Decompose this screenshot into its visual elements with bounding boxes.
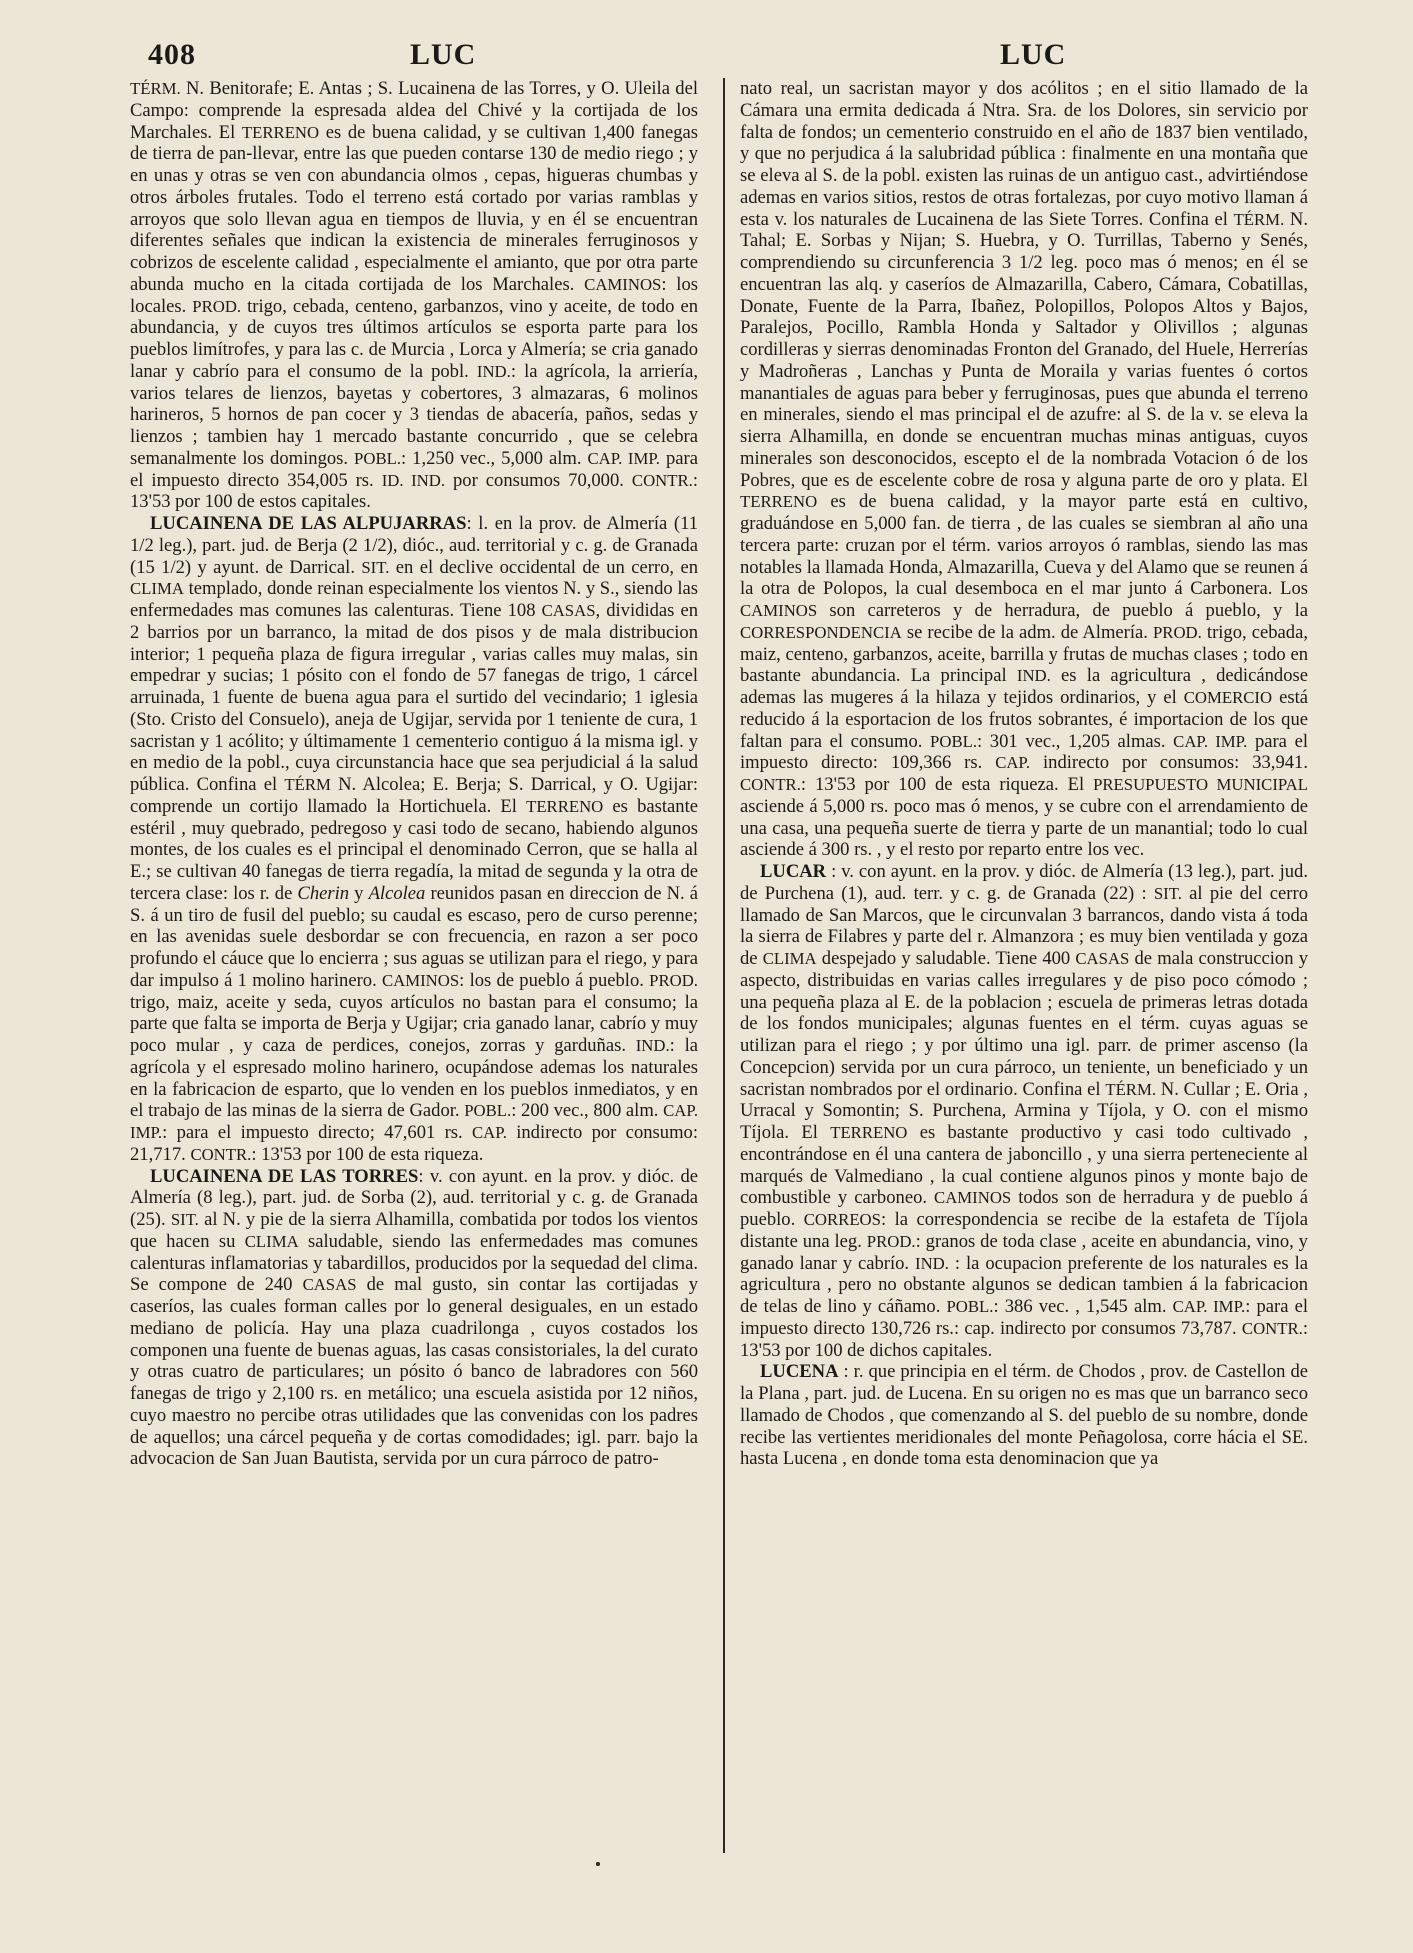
- right-running-head: LUC: [1000, 38, 1067, 71]
- abbr-term: TÉRM.: [1233, 209, 1285, 229]
- abbr-caminos: CAMINOS: [740, 601, 818, 620]
- text: trigo, cebada, centeno, garbanzos, vino y aceite, de todo en abundancia, y de cuyos tres últimos artículos se esporta parte para los pueblos limítrofes, y para las c. de Murcia , Lorca y Almería; se cria ganado lanar y cabrío para el consumo de la pobl.: [130, 295, 698, 382]
- text: : v. con ayunt. en la prov. y dióc. de Almería (13 leg.), part. jud. de Purchena (1), aud. terr. y c. g. de Granada (22) :: [740, 861, 1308, 904]
- abbr-comercio: COMERCIO: [1183, 688, 1273, 707]
- text: de mal gusto, sin contar las cortijadas y caseríos, las cuales forman calles por lo general desiguales, en un estado mediano de policía. Hay una plaza cuadrilonga , cuyos costados los componen una fuente de buenas aguas, las casas consistoriales, la del curato y otras cuatro de particulares; un pósito ó banco de labradores con 560 fanegas de trigo y 2,100 rs. en metálico; una escuela asistida por 12 niños, cuyo maestro no percibe otras utilidades que las convenidas con los padres de aquellos; una cárcel pequeña y de cortas comodidades; igl. parr. bajo la advocacion de San Juan Bautista, servida por un cura párroco de patro-: [130, 1274, 698, 1470]
- text: : l. en la prov. de Almería (11 1/2 leg.), part. jud. de Berja (2 1/2), dióc., aud. territorial y c. g. de Granada (15 1/2) y ayunt. de Darrical.: [130, 513, 698, 578]
- text: de mala construccion y aspecto, distribuidas en varias calles irregulares y de piso poco cómodo ; una pequeña plaza al E. de la poblacion ; escuela de primeras letras dotada de los fondos municipales; algunas fuentes en el térm. cuyas aguas se utilizan para el riego ; y por último una igl. parr. de primer ascenso (la Concepcion) servida por un cura párroco, un teniente, un beneficiado y un sacristan nombrados por el ordinario. Confina el: [740, 948, 1308, 1100]
- text: : para el impuesto directo 130,726 rs.: cap. indirecto por consumos 73,787.: [740, 1296, 1308, 1339]
- abbr-prod: PROD.: [649, 970, 698, 990]
- abbr-clima: CLIMA: [762, 949, 817, 968]
- text: N. Benitorafe; E. Antas ; S. Lucainena de las Torres, y O. Uleila del Campo: comprende la espresada aldea del Chivé y la cortijada de los Marchales. El: [130, 78, 698, 143]
- abbr-ind: IND.: [1016, 666, 1051, 686]
- text: y: [349, 882, 369, 904]
- abbr-contr: CONTR.: [631, 470, 693, 490]
- text: : v. con ayunt. en la prov. y dióc. de Almería (8 leg.), part. jud. de Sorba (2), aud. territorial y c. g. de Granada (25).: [130, 1165, 698, 1230]
- abbr-id-ind: ID. IND.: [381, 470, 445, 490]
- abbr-cap-imp: CAP. IMP.: [587, 448, 660, 468]
- abbr-cap-imp: CAP. IMP.: [1173, 731, 1248, 751]
- text: en el declive occidental de un cerro, en: [389, 556, 698, 578]
- abbr-terreno: TERRENO: [526, 796, 604, 816]
- text: trigo, maiz, aceite y seda, cuyos artículos no bastan para el consumo; la parte que falta se importa de Berja y Ugijar; cria ganado lanar, cabrío y muy poco mular , y caza de perdices, conejos, zorras y garduñas.: [130, 991, 698, 1056]
- abbr-casas: CASAS: [302, 1275, 357, 1295]
- abbr-cap: CAP.: [472, 1123, 507, 1142]
- text: : 13'53 por 100 de esta riqueza. El: [800, 774, 1094, 795]
- entry-heading: LUCAINENA DE LAS ALPUJARRAS: [150, 513, 467, 534]
- text: : granos de toda clase , aceite en abundancia, vino, y ganado lanar y cabrío.: [740, 1230, 1308, 1274]
- entry-lucainena-de-las-alpujarras: [130, 513, 698, 1166]
- text: son carreteros y de herradura, de pueblo á pueblo, y la: [817, 600, 1308, 621]
- text: : para el impuesto directo; 47,601 rs.: [162, 1122, 472, 1143]
- footer-dot: [596, 1862, 600, 1866]
- abbr-ind: IND.: [476, 361, 511, 381]
- text: está reducido á la esportacion de los frutos sobrantes, é importacion de los que faltan para el consumo.: [740, 687, 1308, 752]
- entry-heading: LUCAR: [760, 861, 827, 882]
- text: , divididas en 2 barrios por un barranco, la mitad de dos pisos y de mala distribucion interior; 1 pequeña plaza de figura irregular , varias calles muy malas, sin empedrar y sucias; 1 pósito con el fondo de 57 fanegas de trigo, 1 cárcel arruinada, 1 fuente de buena agua para el surtido del vecindario; 1 iglesia (Sto. Cristo del Consuelo), aneja de Ugijar, servida por 1 teniente de cura, 1 sacristan y 1 acólito; y últimamente 1 cementerio contiguo á la misma igl. y en medio de la pobl., cuya circunstancia hace que sea perjudicial á la salud pública. Confina el: [130, 600, 698, 795]
- text: despejado y saludable. Tiene 400: [816, 948, 1076, 969]
- abbr-terreno: TERRENO: [830, 1123, 908, 1142]
- abbr-sit: SIT.: [361, 557, 390, 577]
- abbr-contr: CONTR.: [1241, 1318, 1303, 1338]
- text: : 386 vec. , 1,545 alm.: [993, 1296, 1173, 1317]
- text: es de buena calidad, y se cultivan 1,400 fanegas de tierra de pan-llevar, entre las que pueden contarse 130 de medio riego ; y en unas y otras se ven con abundancia olmos , cepas, higueras chumbas y otros árboles frutales. Todo el terreno está cortado por varias ramblas y arroyos que solo llevan agua en tiempos de lluvia, y en él se encuentran diferentes señales que indican la existencia de minerales ferruginosos y cobrizos de escelente calidad , especialmente el amianto, que por otra parte abunda mucho en la citada cortijada de los Marchales.: [130, 121, 698, 295]
- text: N. Tahal; E. Sorbas y Nijan; S. Huebra, y O. Turrillas, Taberno y Senés, comprendiendo su circunferencia 3 1/2 leg. poco mas ó menos; en él se encuentran las alq. y caseríos de Almazarilla, Cabero, Cámara, Cobatillas, Donate, Fuente de la Parra, Ibañez, Polopillos, Polopos Altos y Bajos, Paralejos, Pocillo, Rambla Honda y Saltador y Olivillos ; algunas cordilleras y sierras denominadas Fronton del Granado, del Huele, Herrerías y Madroñeras , Lanchas y Punta de Moraila y varias fuentes ó cortos manantiales de aguas para beber y ferruginosas, pues que abunda el terreno en minerales, siendo el mas principal el de azufre: al S. de la v. se eleva la sierra Alhamilla, en donde se encuentran muchas minas antiguas, cuyos minerales son desconocidos, escepto el de la nombrada Votacion ó de los Pobres, que es de escelente cobre de rosa y alguna parte de oro y plata. El: [740, 208, 1308, 491]
- italic-river-name: Alcolea: [368, 882, 426, 904]
- text: : 13'53 por 100 de estos capitales.: [130, 469, 698, 513]
- italic-river-name: Cherin: [297, 882, 350, 904]
- text: indirecto por consumos: 33,941.: [1030, 752, 1308, 774]
- abbr-correspondencia: CORRESPONDENCIA: [740, 622, 902, 642]
- text: : 13'53 por 100 de dichos capitales.: [740, 1317, 1308, 1361]
- text: templado, donde reinan especialmente los vientos N. y S., siendo las enfermedades mas comunes las calenturas. Tiene 108: [130, 578, 698, 621]
- text: N. Alcolea; E. Berja; S. Darrical, y O. Ugijar: comprende un cortijo llamado la Hortichuela. El: [130, 774, 698, 817]
- text: : la correspondencia se recibe de la estafeta de Tíjola distante una leg.: [740, 1209, 1308, 1252]
- abbr-prod: PROD.: [192, 296, 242, 316]
- text: : r. que principia en el térm. de Chodos , prov. de Castellon de la Plana , part. jud. de Lucena. En su origen no es mas que un barranco seco llamado de Chodos , que comenzando al S. del pueblo de su nombre, donde recibe las vertientes meridionales del monte Peñagolosa, corre hácia el SE. hasta Lucena , en donde toma esta denominacion que ya: [740, 1361, 1308, 1470]
- text: asciende á 5,000 rs. poco mas ó menos, y se cubre con el arrendamiento de una casa, una pequeña suerte de tierra y parte de un manantial; todo lo cual asciende á 300 rs. , y el resto por reparto entre los vec.: [740, 795, 1308, 861]
- abbr-ind: IND.: [635, 1036, 670, 1055]
- abbr-cap-imp: CAP. IMP.: [1172, 1297, 1246, 1316]
- text: : los locales.: [130, 273, 698, 317]
- abbr-caminos: CAMINOS: [381, 970, 460, 990]
- abbr-term: TÉRM.: [1105, 1079, 1157, 1099]
- text: saludable, siendo las enfermedades mas comunes calenturas inflamatorias y tabardillos, producidos por la sequedad del clima. Se compone de 240: [130, 1230, 698, 1296]
- abbr-correos: CORREOS: [803, 1210, 881, 1229]
- text: todos son de herradura y de pueblo á pueblo.: [740, 1187, 1308, 1230]
- abbr-cap-imp: CAP. IMP.: [130, 1101, 698, 1142]
- entry-lucena: [740, 1361, 1308, 1470]
- text: : la agrícola, la arriería, varios telares de lienzos, bayetas y cobertores, 3 almazaras, 6 molinos harineros, 5 hornos de pan cocer y 3 tiendas de abacería, paños, sedas y lienzos ; tambien hay 1 mercado bastante concurrido , que se celebra semanalmente los domingos.: [130, 360, 698, 469]
- text: trigo, cebada, maiz, centeno, garbanzos, aceite, barrilla y frutas de muchas clases ; todo en bastante abundancia. La principal: [740, 621, 1308, 687]
- abbr-caminos: CAMINOS: [934, 1188, 1012, 1208]
- abbr-clima: CLIMA: [130, 579, 184, 599]
- abbr-sit: SIT.: [1153, 883, 1182, 903]
- entry-continuation-lucainena-de-las-torres: [740, 78, 1308, 861]
- text: es la agricultura , dedicándose ademas las mugeres á la hilaza y tejidos ordinarios, y el: [740, 665, 1308, 708]
- abbr-contr: CONTR.: [740, 775, 801, 794]
- text: : la agrícola y el espresado molino harinero, ocupándose ademas los naturales en la fabricacion de esparto, que lo venden en los pueblos inmediatos, y en el trabajo de las minas de la sierra de Gador.: [130, 1035, 698, 1122]
- abbr-ind: IND.: [915, 1253, 949, 1273]
- column-divider: [723, 78, 725, 1853]
- abbr-clima: CLIMA: [244, 1231, 299, 1251]
- abbr-casas: CASAS: [541, 601, 596, 620]
- entry-heading: LUCAINENA DE LAS TORRES: [150, 1165, 419, 1187]
- text: para el impuesto directo: 109,366 rs.: [740, 730, 1308, 774]
- right-column: [740, 78, 1308, 1908]
- text: : 13'53 por 100 de esta riqueza.: [251, 1143, 484, 1165]
- abbr-pobl: POBL.: [464, 1101, 512, 1121]
- abbr-caminos: CAMINOS: [584, 274, 662, 294]
- entry-lucar: [740, 861, 1308, 1361]
- text: es bastante estéril , muy quebrado, pedregoso y casi todo de secano, habiendo algunos montes, de los cuales es el principal el denominado Cerron, que se halla al E.; se cultivan 40 fanegas de tierra regadía, la mitad de segunda y la otra de tercera clase: los r. de: [130, 795, 698, 904]
- text: nato real, un sacristan mayor y dos acólitos ; en el sitio llamado de la Cámara una ermita dedicada á Ntra. Sra. de los Dolores, sin servicio por falta de fondos; un cementerio construido en el año de 1837 bien ventilado, y que no perjudica á la salubridad pública : finalmente en una montaña que se eleva al S. de la pobl. existen las ruinas de un antiguo cast., advirtiéndose ademas en varios sitios, restos de otras fortalezas, por cuyo motivo llaman á esta v. los naturales de Lucainena de las Siete Torres. Confina el: [740, 78, 1308, 230]
- abbr-presupuesto-municipal: PRESUPUESTO MUNICIPAL: [1093, 775, 1308, 794]
- text: reunidos pasan en direccion de N. á S. á un tiro de fusil del pueblo; su caudal es escaso, pero de curso perenne; en las avenidas suele desbordar se con frecuencia, en razon a ser poco profundo el cáuce que lo encierra ; sus aguas se utilizan para el riego, y para dar impulso á 1 molino harinero.: [130, 882, 698, 991]
- abbr-sit: SIT.: [170, 1210, 199, 1229]
- text: se recibe de la adm. de Almería.: [901, 621, 1153, 643]
- text: : los de pueblo á pueblo.: [459, 969, 650, 991]
- entry-lucainena-de-las-torres: [130, 1166, 698, 1471]
- abbr-pobl: POBL.: [946, 1297, 994, 1316]
- abbr-term: TÉRM: [284, 775, 331, 794]
- left-running-head: LUC: [410, 38, 477, 71]
- text: N. Cullar ; E. Oria , Urracal y Somontin; S. Purchena, Armina y Tíjola, y O. con el mismo Tíjola. El: [740, 1078, 1308, 1143]
- abbr-prod: PROD.: [1153, 622, 1202, 642]
- text: para el impuesto directo 354,005 rs.: [130, 447, 698, 491]
- entry-heading: LUCENA: [760, 1361, 839, 1383]
- abbr-contr: CONTR.: [190, 1144, 252, 1164]
- abbr-pobl: POBL.: [354, 448, 402, 468]
- abbr-pobl: POBL.: [930, 731, 978, 751]
- abbr-cap: CAP.: [995, 753, 1031, 773]
- text: indirecto por consumo: 21,717.: [130, 1122, 698, 1165]
- text: : 1,250 vec., 5,000 alm.: [401, 447, 588, 469]
- text: : 200 vec., 800 alm.: [511, 1100, 664, 1122]
- entry-continuation-benitorafe: [130, 78, 698, 513]
- abbr-terreno: TERRENO: [241, 122, 320, 142]
- page-number: 408: [148, 38, 196, 71]
- abbr-casas: CASAS: [1075, 949, 1130, 968]
- text: por consumos 70,000.: [445, 469, 632, 491]
- text: : la ocupacion preferente de los naturales es la agricultura , pero no obstante algunos se dedican tambien á la fabricacion de telas de lino y cáñamo.: [740, 1252, 1308, 1317]
- abbr-term: TÉRM.: [130, 79, 181, 98]
- text: : 301 vec., 1,205 almas.: [977, 730, 1174, 752]
- text: es bastante productivo y casi todo cultivado , encontrándose en él una cantera de jaboncillo , y una sierra perteneciente al marqués de Valmediano , la cual contiene algunos pinos y monte bajo de combustible y carboneo.: [740, 1122, 1308, 1209]
- text: al pie del cerro llamado de San Marcos, que le circunvalan 3 barrancos, dando vista á toda la sierra de Filabres y parte del r. Almanzora ; es muy bien ventilada y goza de: [740, 882, 1308, 969]
- text: es de buena calidad, y la mayor parte está en cultivo, graduándose en 5,000 fan. de tierra , de las cuales se siembran al año una tercera parte: cruzan por el térm. varios arroyos ó ramblas, siendo las mas notables la llamada Honda, Almazarilla, Cueva y del Alamo que se reunen á la otra de Polopos, la cual desemboca en el mar junto á Carbonera. Los: [740, 491, 1308, 600]
- abbr-prod: PROD.: [866, 1231, 916, 1251]
- abbr-terreno: TERRENO: [740, 492, 818, 512]
- left-column: [130, 78, 698, 1908]
- text: al N. y pie de la sierra Alhamilla, combatida por todos los vientos que hacen su: [130, 1209, 698, 1252]
